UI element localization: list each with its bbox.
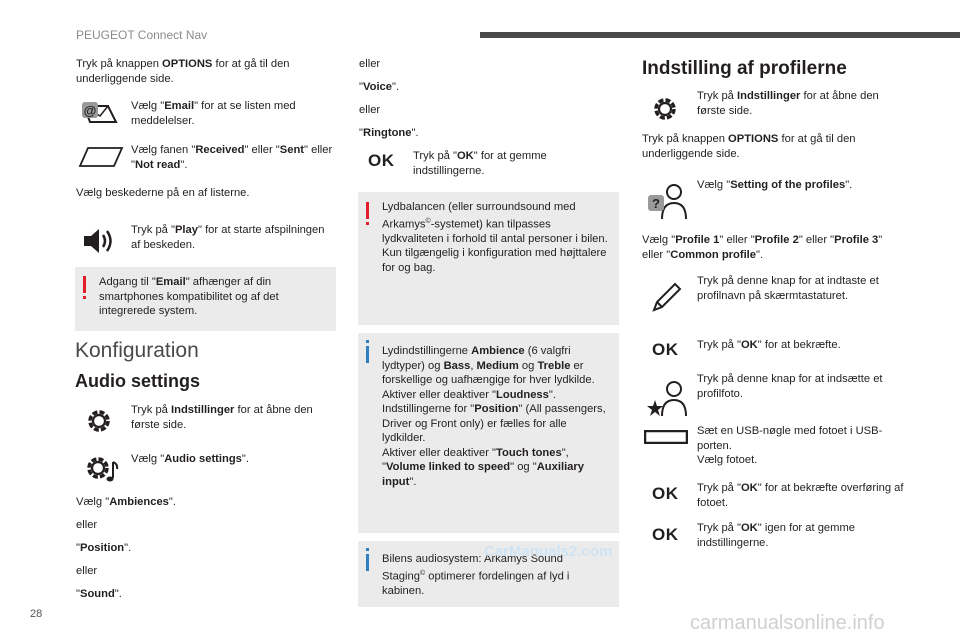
profile-select-instruction: Vælg "Profile 1" eller "Profile 2" eller "Profile 3" eller "Common profile". [642,234,883,261]
section-title-konfiguration: Konfiguration [75,339,199,362]
play-instruction: Tryk på "Play" for at starte afspilningen af beskeden. [131,224,325,251]
warning-icon [366,202,369,219]
info-text: Lydindstillingerne Ambience (6 valgfri lydtyper) og Bass, Medium og Treble er forskellige og uafhængige for hver lydkilde. Aktiver eller deaktiver "Loudness". Indstillingerne for "Position" (All passengers, Driver og Front only) er fælles for alle lydkilder. Aktiver eller deaktiver "Touch tones", "Volume linked to speed" og "Auxiliary input". [382,345,606,488]
gear-music-icon [84,454,124,484]
profile-question-icon [646,181,688,221]
select-messages-text: Vælg beskederne på en af listerne. [76,187,250,199]
info-note-sound-settings [358,333,619,533]
warning-text: Adgang til "Email" afhænger af din smartphones kompatibilitet og af det integrerede system. [99,276,279,317]
pencil-icon [650,280,684,314]
info-text: Bilens audiosystem: Arkamys Sound Staging© optimerer fordelingen af lyd i kabinen. [382,553,570,597]
audio-settings-instruction: Vælg "Audio settings". [131,453,249,465]
ok-icon: OK [652,340,679,359]
watermark-carmanuals: CarManuals2.com [484,543,613,560]
profile-name-instruction: Tryk på denne knap for at indtaste et profilnavn på skærmtastaturet. [697,275,879,302]
ok-confirm-instruction: Tryk på "OK" for at bekræfte. [697,339,841,351]
voice-text: "Voice". [359,81,400,93]
svg-text:@: @ [83,103,97,118]
eller-text: eller [76,519,98,531]
usb-key-icon [644,430,688,444]
gear-icon [84,406,114,436]
warning-text: Lydbalancen (eller surroundsound med Arkamys©-systemet) kan tilpasses lydkvaliteten i forhold til antal personer i bilen. Kun tilgængelig i konfiguration med højttalere for og bag. [382,201,608,274]
envelope-tab-icon [78,146,124,168]
tab-instruction: Vælg fanen "Received" eller "Sent" eller "Not read". [131,144,333,171]
settings-instruction: Tryk på Indstillinger for at åbne den første side. [131,404,313,431]
gear-icon [650,94,680,124]
options-instruction: Tryk på knappen OPTIONS for at gå til den underliggende side. [76,58,290,85]
ringtone-text: "Ringtone". [359,127,419,139]
ambiences-text: Vælg "Ambiences". [76,496,176,508]
info-icon [366,554,369,571]
warning-note-email [75,267,336,331]
position-text: "Position". [76,542,132,554]
ok-photo-instruction: Tryk på "OK" for at bekræfte overføring af fotoet. [697,482,904,509]
ok-save-instruction: Tryk på "OK" for at gemme indstillingerne. [413,150,547,177]
profile-photo-instruction: Tryk på denne knap for at indsætte et profilfoto. [697,373,883,400]
settings-instruction: Tryk på Indstillinger for at åbne den første side. [697,90,879,117]
options-instruction: Tryk på knappen OPTIONS for at gå til den underliggende side. [642,133,856,160]
header-bar [480,32,960,38]
speaker-icon [82,226,118,256]
section-title-audio-settings: Audio settings [75,371,200,391]
info-icon [366,346,369,363]
email-icon [80,100,120,128]
page-number: 28 [30,608,43,620]
warning-icon [83,276,86,293]
watermark-footer: carmanualsonline.info [690,612,885,634]
svg-text:?: ? [652,196,660,211]
section-title-profiles: Indstilling af profilerne [642,58,847,79]
profile-star-icon [646,378,688,418]
sound-text: "Sound". [76,588,122,600]
eller-text: eller [359,58,381,70]
ok-icon: OK [652,525,679,544]
eller-text: eller [76,565,98,577]
ok-icon: OK [652,484,679,503]
running-header: PEUGEOT Connect Nav [76,28,208,42]
eller-text: eller [359,104,381,116]
ok-icon: OK [368,151,395,170]
warning-note-balance [358,192,619,325]
email-instruction: Vælg "Email" for at se listen med meddelelser. [131,100,296,127]
ok-save-instruction: Tryk på "OK" igen for at gemme indstillingerne. [697,522,855,549]
usb-instruction: Sæt en USB-nøgle med fotoet i USB-porten. Vælg fotoet. [697,425,883,466]
setting-profiles-instruction: Vælg "Setting of the profiles". [697,179,853,191]
